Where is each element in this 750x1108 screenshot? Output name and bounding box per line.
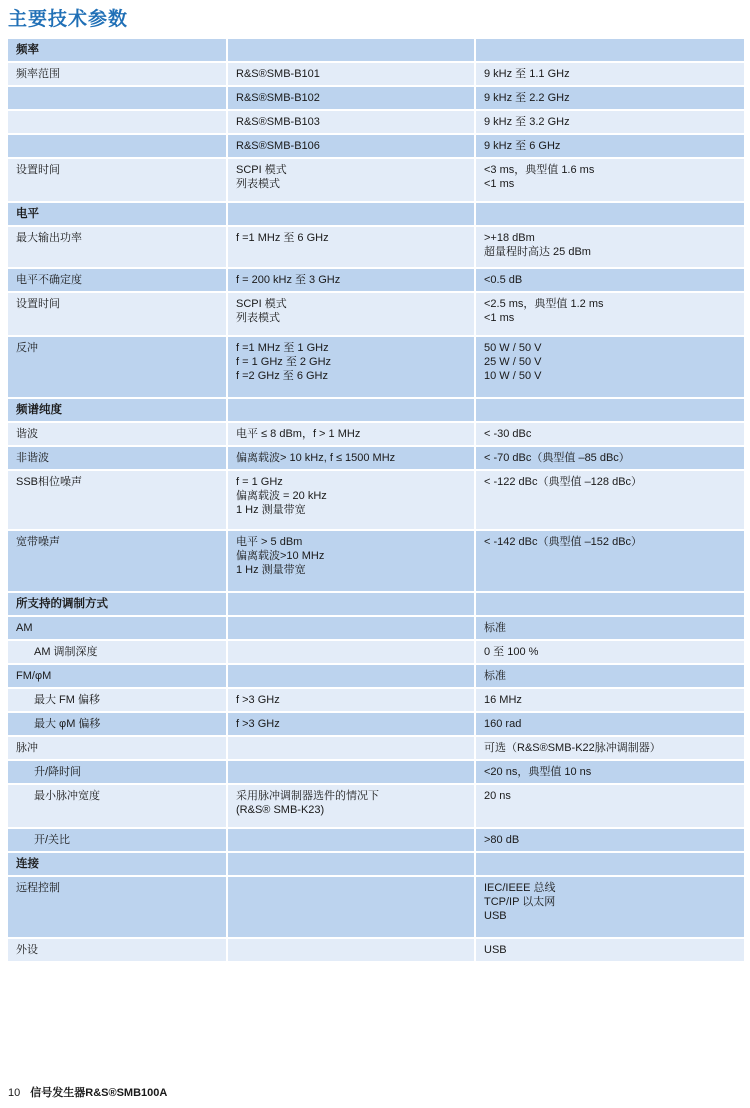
spec-row: [8, 761, 744, 785]
parameter-name: 谐波: [8, 423, 226, 447]
parameter-name: 频率范围: [8, 63, 226, 87]
value-cell: 可选（R&S®SMB-K22脉冲调制器）: [474, 737, 744, 761]
condition-cell: [226, 641, 474, 665]
spec-row: [8, 737, 744, 761]
value-cell: < -30 dBc: [474, 423, 744, 447]
spec-row: [8, 641, 744, 665]
spec-row: [8, 269, 744, 293]
condition-cell: R&S®SMB-B103: [226, 111, 474, 135]
parameter-name: 宽带噪声: [8, 531, 226, 593]
page-footer: [8, 1084, 167, 1100]
spec-row: [8, 135, 744, 159]
parameter-name: 非谐波: [8, 447, 226, 471]
condition-cell: 偏离载波> 10 kHz, f ≤ 1500 MHz: [226, 447, 474, 471]
footer-product-name: 信号发生器R&S®SMB100A: [30, 1087, 168, 1099]
condition-cell: 电平 > 5 dBm 偏离载波>10 MHz 1 Hz 测量带宽: [226, 531, 474, 593]
value-cell: <20 ns，典型值 10 ns: [474, 761, 744, 785]
value-cell: IEC/IEEE 总线 TCP/IP 以太网 USB: [474, 877, 744, 939]
parameter-name: 所支持的调制方式: [8, 593, 226, 617]
parameter-name: 电平不确定度: [8, 269, 226, 293]
value-cell: [474, 593, 744, 617]
parameter-name: 脉冲: [8, 737, 226, 761]
value-cell: 9 kHz 至 2.2 GHz: [474, 87, 744, 111]
parameter-name: 最大输出功率: [8, 227, 226, 269]
parameter-name: [8, 87, 226, 111]
spec-row: [8, 531, 744, 593]
value-cell: < -142 dBc（典型值 –152 dBc）: [474, 531, 744, 593]
parameter-name: 设置时间: [8, 293, 226, 337]
spec-row: [8, 87, 744, 111]
condition-cell: [226, 39, 474, 63]
condition-cell: SCPI 模式 列表模式: [226, 159, 474, 203]
spec-row: [8, 447, 744, 471]
section-header-row: [8, 853, 744, 877]
condition-cell: SCPI 模式 列表模式: [226, 293, 474, 337]
condition-cell: [226, 853, 474, 877]
spec-row: [8, 337, 744, 399]
spec-row: [8, 877, 744, 939]
value-cell: [474, 399, 744, 423]
condition-cell: [226, 665, 474, 689]
value-cell: < -70 dBc（典型值 –85 dBc）: [474, 447, 744, 471]
condition-cell: [226, 737, 474, 761]
parameter-name: 连接: [8, 853, 226, 877]
value-cell: <3 ms，典型值 1.6 ms <1 ms: [474, 159, 744, 203]
value-cell: 0 至 100 %: [474, 641, 744, 665]
value-cell: <2.5 ms，典型值 1.2 ms <1 ms: [474, 293, 744, 337]
condition-cell: f =1 MHz 至 1 GHz f = 1 GHz 至 2 GHz f =2 GHz 至 6 GHz: [226, 337, 474, 399]
spec-row: [8, 159, 744, 203]
section-header-row: [8, 399, 744, 423]
parameter-name: 反冲: [8, 337, 226, 399]
parameter-name: 外设: [8, 939, 226, 963]
value-cell: 16 MHz: [474, 689, 744, 713]
value-cell: 9 kHz 至 3.2 GHz: [474, 111, 744, 135]
spec-row: [8, 227, 744, 269]
value-cell: 50 W / 50 V 25 W / 50 V 10 W / 50 V: [474, 337, 744, 399]
value-cell: < -122 dBc（典型值 –128 dBc）: [474, 471, 744, 531]
condition-cell: R&S®SMB-B106: [226, 135, 474, 159]
condition-cell: [226, 939, 474, 963]
parameter-name: FM/φM: [8, 665, 226, 689]
value-cell: [474, 39, 744, 63]
spec-row: [8, 63, 744, 87]
condition-cell: [226, 829, 474, 853]
parameter-name: 升/降时间: [8, 761, 226, 785]
spec-row: [8, 939, 744, 963]
condition-cell: [226, 877, 474, 939]
condition-cell: [226, 593, 474, 617]
spec-row: [8, 471, 744, 531]
value-cell: 9 kHz 至 1.1 GHz: [474, 63, 744, 87]
value-cell: >80 dB: [474, 829, 744, 853]
parameter-name: 开/关比: [8, 829, 226, 853]
condition-cell: f >3 GHz: [226, 689, 474, 713]
parameter-name: 最大 FM 偏移: [8, 689, 226, 713]
parameter-name: [8, 111, 226, 135]
value-cell: >+18 dBm 超量程时高达 25 dBm: [474, 227, 744, 269]
spec-row: [8, 829, 744, 853]
value-cell: 标准: [474, 665, 744, 689]
value-cell: USB: [474, 939, 744, 963]
condition-cell: [226, 617, 474, 641]
condition-cell: 采用脉冲调制器选件的情况下 (R&S® SMB-K23): [226, 785, 474, 829]
spec-row: [8, 665, 744, 689]
spec-row: [8, 111, 744, 135]
spec-row: [8, 293, 744, 337]
parameter-name: AM: [8, 617, 226, 641]
parameter-name: 频谱纯度: [8, 399, 226, 423]
parameter-name: 频率: [8, 39, 226, 63]
section-header-row: [8, 203, 744, 227]
parameter-name: AM 调制深度: [8, 641, 226, 665]
spec-row: [8, 785, 744, 829]
value-cell: 9 kHz 至 6 GHz: [474, 135, 744, 159]
parameter-name: 远程控制: [8, 877, 226, 939]
spec-row: [8, 689, 744, 713]
condition-cell: [226, 203, 474, 227]
parameter-name: 最大 φM 偏移: [8, 713, 226, 737]
spec-row: [8, 423, 744, 447]
condition-cell: [226, 761, 474, 785]
section-header-row: [8, 39, 744, 63]
specs-table: [8, 39, 744, 963]
parameter-name: 设置时间: [8, 159, 226, 203]
condition-cell: R&S®SMB-B102: [226, 87, 474, 111]
value-cell: [474, 203, 744, 227]
value-cell: 160 rad: [474, 713, 744, 737]
parameter-name: 最小脉冲宽度: [8, 785, 226, 829]
condition-cell: f = 200 kHz 至 3 GHz: [226, 269, 474, 293]
spec-row: [8, 713, 744, 737]
condition-cell: f =1 MHz 至 6 GHz: [226, 227, 474, 269]
condition-cell: f >3 GHz: [226, 713, 474, 737]
parameter-name: 电平: [8, 203, 226, 227]
parameter-name: [8, 135, 226, 159]
value-cell: 20 ns: [474, 785, 744, 829]
condition-cell: 电平 ≤ 8 dBm，f > 1 MHz: [226, 423, 474, 447]
value-cell: 标准: [474, 617, 744, 641]
value-cell: [474, 853, 744, 877]
condition-cell: [226, 399, 474, 423]
value-cell: <0.5 dB: [474, 269, 744, 293]
condition-cell: f = 1 GHz 偏离载波 = 20 kHz 1 Hz 测量带宽: [226, 471, 474, 531]
condition-cell: R&S®SMB-B101: [226, 63, 474, 87]
spec-row: [8, 617, 744, 641]
section-header-row: [8, 593, 744, 617]
page-title: 主要技术参数: [8, 8, 129, 30]
page-number: 10: [8, 1087, 21, 1099]
parameter-name: SSB相位噪声: [8, 471, 226, 531]
